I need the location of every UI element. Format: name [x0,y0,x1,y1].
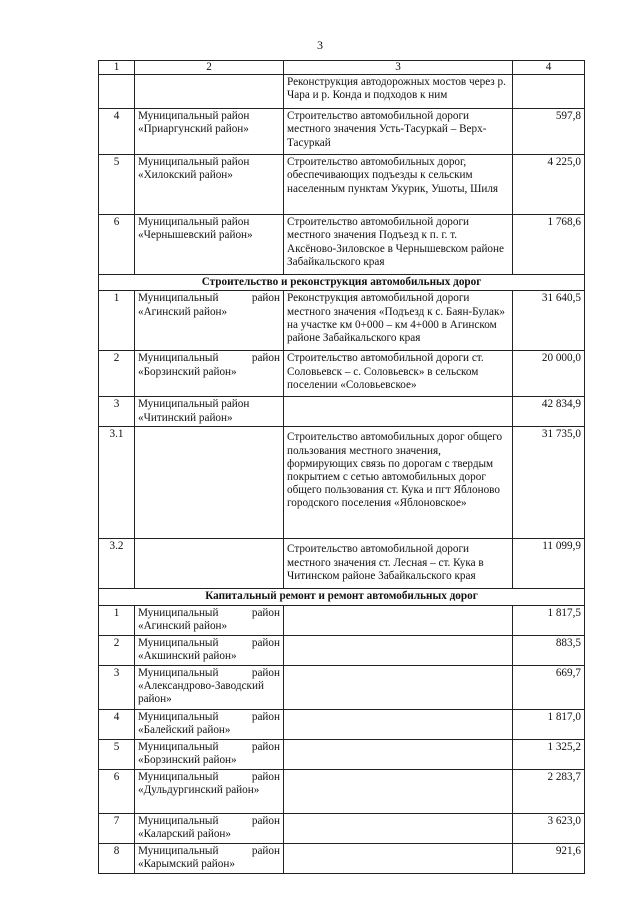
row-number: 6 [99,215,135,275]
row-value: 4 225,0 [513,155,585,215]
row-district [135,539,284,589]
row-district: Муниципальный район «Читинский район» [135,397,284,427]
section-row [99,275,585,291]
table-row [99,351,585,397]
row-number: 6 [99,769,135,813]
row-number: 5 [99,155,135,215]
row-description: Реконструкция автодорожных мостов через р. Чара и р. Конда и подходов к ним [284,75,513,109]
table-row [99,109,585,155]
row-value: 3 623,0 [513,813,585,843]
row-description [284,769,513,813]
table-row [99,155,585,215]
row-number: 3.2 [99,539,135,589]
row-number: 2 [99,351,135,397]
row-district: Муниципальный район «Хилокский район» [135,155,284,215]
header-col-1: 1 [99,61,135,75]
table-row [99,605,585,635]
row-district: Муниципальный район «Борзинский район» [135,351,284,397]
row-value: 597,8 [513,109,585,155]
row-description [284,843,513,873]
row-district: Муниципальный район «Чернышевский район» [135,215,284,275]
row-district: Муниципальный район «Приаргунский район» [135,109,284,155]
row-value: 42 834,9 [513,397,585,427]
row-description: Строительство автомобильных дорог, обеспечивающих подъезды к сельским населенным пунктам Укурик, Ушоты, Шиля [284,155,513,215]
row-district [135,75,284,109]
row-value: 31 640,5 [513,291,585,351]
table-row [99,427,585,539]
row-description: Реконструкция автомобильной дороги местного значения «Подъезд к с. Баян-Булак» на участке км 0+000 – км 4+000 в Агинском районе Забайкальского края [284,291,513,351]
header-col-3: 3 [284,61,513,75]
row-value [513,75,585,109]
row-number: 8 [99,843,135,873]
table-row [99,769,585,813]
table-row [99,635,585,665]
row-description [284,397,513,427]
row-description [284,665,513,709]
section-row [99,589,585,605]
table-row [99,843,585,873]
table-row [99,665,585,709]
row-number: 1 [99,291,135,351]
row-description: Строительство автомобильной дороги местного значения Подъезд к п. г. т. Аксёново-Зиловское в Чернышевском районе Забайкальского края [284,215,513,275]
row-description: Строительство автомобильной дороги местного значения Усть-Тасуркай – Верх-Тасуркай [284,109,513,155]
row-number: 4 [99,709,135,739]
row-district: Муниципальный район «Балейский район» [135,709,284,739]
row-district: Муниципальный район «Карымский район» [135,843,284,873]
row-description: Строительство автомобильной дороги местного значения ст. Лесная – ст. Кука в Читинском районе Забайкальского края [284,539,513,589]
row-district: Муниципальный район «Акшинский район» [135,635,284,665]
row-description [284,813,513,843]
row-value: 1 817,5 [513,605,585,635]
table-row [99,397,585,427]
page-number: 3 [317,38,323,52]
row-district: Муниципальный район «Агинский район» [135,291,284,351]
header-col-2: 2 [135,61,284,75]
section-title: Строительство и реконструкция автомобильных дорог [99,275,585,291]
budget-table [98,60,585,874]
row-number: 1 [99,605,135,635]
table-row [99,215,585,275]
row-description [284,605,513,635]
row-number: 3 [99,665,135,709]
header-row [99,61,585,75]
table-row [99,709,585,739]
row-value: 1 325,2 [513,739,585,769]
row-value: 2 283,7 [513,769,585,813]
row-number: 7 [99,813,135,843]
row-number: 5 [99,739,135,769]
row-district: Муниципальный район «Каларский район» [135,813,284,843]
row-value: 1 768,6 [513,215,585,275]
table-row [99,813,585,843]
table-row [99,291,585,351]
row-value: 1 817,0 [513,709,585,739]
row-value: 11 099,9 [513,539,585,589]
header-col-4: 4 [513,61,585,75]
row-number [99,75,135,109]
row-description [284,709,513,739]
row-description: Строительство автомобильной дороги ст. Соловьевск – с. Соловьевск» в сельском поселении «Соловьевское» [284,351,513,397]
row-description [284,635,513,665]
row-number: 3 [99,397,135,427]
row-value: 31 735,0 [513,427,585,539]
row-value: 20 000,0 [513,351,585,397]
row-district: Муниципальный район «Александрово-Заводский район» [135,665,284,709]
row-number: 3.1 [99,427,135,539]
row-number: 4 [99,109,135,155]
row-value: 921,6 [513,843,585,873]
section-title: Капитальный ремонт и ремонт автомобильных дорог [99,589,585,605]
row-value: 669,7 [513,665,585,709]
table-row [99,739,585,769]
row-district: Муниципальный район «Дульдургинский район» [135,769,284,813]
table-row [99,539,585,589]
row-district: Муниципальный район «Борзинский район» [135,739,284,769]
row-description: Строительство автомобильных дорог общего пользования местного значения, формирующих связь по дорогам с твердым покрытием с сетью автомобильных дорог общего пользования ст. Кука и пгт Яблоново городского поселения «Яблоновское» [284,427,513,539]
row-district [135,427,284,539]
row-value: 883,5 [513,635,585,665]
table-row [99,75,585,109]
row-description [284,739,513,769]
row-number: 2 [99,635,135,665]
row-district: Муниципальный район «Агинский район» [135,605,284,635]
